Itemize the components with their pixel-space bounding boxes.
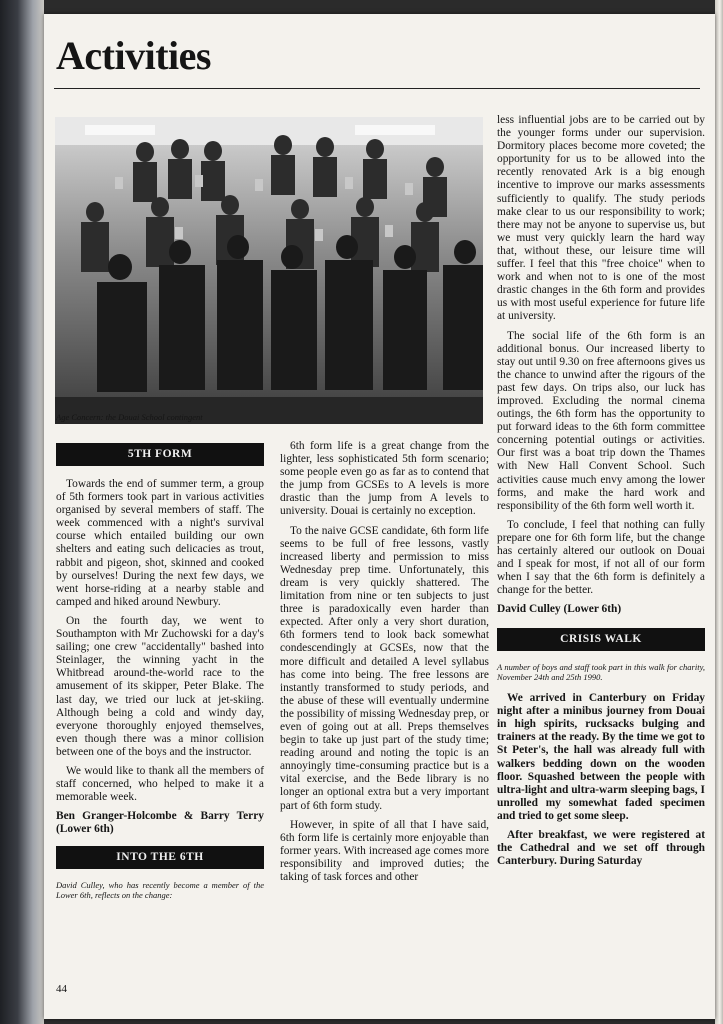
paragraph: However, in spite of all that I have said, 6th form life is certainly more enjoyable than former years. With increased age comes more responsibility and improved duties; the taking of task forces and other	[280, 818, 489, 883]
paragraph: On the fourth day, we went to Southampton with Mr Zuchowski for a day's sailing; one crew "accidentally" bashed into Steinlager, the winning yacht in the Whitbread around-the-world race to the amusement of its skipper, Peter Blake. The last day, we tried our luck at jet-skiing. Although being a cold and windy day, everyone thoroughly enjoyed themselves, even though there was a minor collision between one of the boys and the instructor.	[56, 614, 264, 758]
page-edge	[715, 0, 723, 1024]
article-intro: David Culley, who has recently become a member of the Lower 6th, reflects on the change:	[56, 880, 264, 901]
column-2	[280, 440, 489, 890]
paragraph: We would like to thank all the members of staff concerned, who helped to make it a memorable week.	[56, 764, 264, 804]
article-intro: A number of boys and staff took part in this walk for charity, November 24th and 25th 1990.	[497, 662, 705, 683]
column-1	[56, 439, 264, 910]
group-photo-image	[55, 117, 483, 424]
section-heading-into-the-6th: INTO THE 6TH	[56, 846, 264, 869]
paragraph: Towards the end of summer term, a group of 5th formers took part in various activities organised by several members of staff. The week commenced with a night's survival course which entailed building our own shelters and eating such delicacies as trout, rabbit and pigeon, shot, skinned and cooked by ourselves! During the next few days, we went horse-riding at a nearby stable and camped and hiked around Newbury.	[56, 478, 264, 608]
group-photo	[55, 117, 483, 424]
title-rule	[54, 88, 700, 89]
section-heading-5th-form: 5TH FORM	[56, 443, 264, 466]
column-3	[497, 114, 705, 874]
page-title: Activities	[56, 33, 211, 78]
paragraph: We arrived in Canterbury on Friday night after a minibus journey from Douai in high spirits, rucksacks bulging and trainers at the ready. By the time we got to St Peter's, the hall was already full with walkers bedding down on the wooden floor. Squashed between the people with ultra-light and ultra-warm sleeping bags, I unrolled my somewhat faded specimen and tried to get some sleep.	[497, 692, 705, 822]
paragraph: To the naive GCSE candidate, 6th form life seems to be full of free lessons, vastly increased liberty and permission to miss Wednesday prep time. Unfortunately, this dream is very quickly shattered. The limitation from nine or ten subjects to just three is paradoxically even harder than expected. After only a very short duration, 6th formers tend to look back somewhat condescendingly at GCSEs, now that the more difficult and detailed A level syllabus has come into being. The free lessons are instantly transformed to study periods, and the abuse of these will eventually undermine the possibility of missing Wednesday prep, or even of going out at all. Preps themselves begin to take up just part of the study time; reading around and noting the topic is an annoyingly time-consuming practice but is a vital exercise, and the Bede library is no longer an optional extra but a very important part of 6th form study.	[280, 524, 489, 812]
paragraph: less influential jobs are to be carried out by the younger forms under our supervision. Dormitory places become more coveted; the opportunity for us to be allowed into the recently renovated Ark is a big enough incentive to improve our marks assessments sufficiently to qualify. The study periods make clear to us our responsibility to work; there may not be anyone to supervise us, but we must very quickly learn the hard way that, without these, our leisure time will suffer. I feel that this "free choice" when to work and when not to is one of the most drastic changes in the 6th form and provides us with most useful experience for future life at university.	[497, 114, 705, 323]
page-number: 44	[56, 983, 67, 995]
article-signature: Ben Granger-Holcombe & Barry Terry (Lower 6th)	[56, 810, 264, 836]
paragraph: After breakfast, we were registered at the Cathedral and we set off through Canterbury. During Saturday	[497, 829, 705, 868]
section-heading-crisis-walk: CRISIS WALK	[497, 628, 705, 651]
paragraph: 6th form life is a great change from the lighter, less sophisticated 5th form scenario; some people even go as far as to contend that the jump from GCSEs to A levels is more drastic than the jump from A levels to university. Douai is certainly no exception.	[280, 440, 489, 518]
book-binding	[0, 0, 44, 1024]
article-signature: David Culley (Lower 6th)	[497, 603, 622, 616]
photo-caption: Age Concern: the Douai School contingent	[56, 412, 203, 422]
magazine-page	[44, 14, 715, 1019]
paragraph: To conclude, I feel that nothing can fully prepare one for 6th form life, but the change has certainly altered our outlook on Douai and I speak for most, if not all of our form when I say that the 6th form is definitely a change for the better.	[497, 518, 705, 597]
paragraph: The social life of the 6th form is an additional bonus. Our increased liberty to stay out until 9.30 on free afternoons gives us the chance to unwind after the rigours of the past few days. On trips also, our luck has improved. Excluding the normal cinema outings, the 6th form has the opportunity to put forward ideas to the 6th form committee concerning potential outings or activities. Our first was a boat trip down the Thames with New Hall Convent School. Such activities cause much envy among the lower forms, and make the hard work and responsibility of the 6th form well worth it.	[497, 329, 705, 512]
